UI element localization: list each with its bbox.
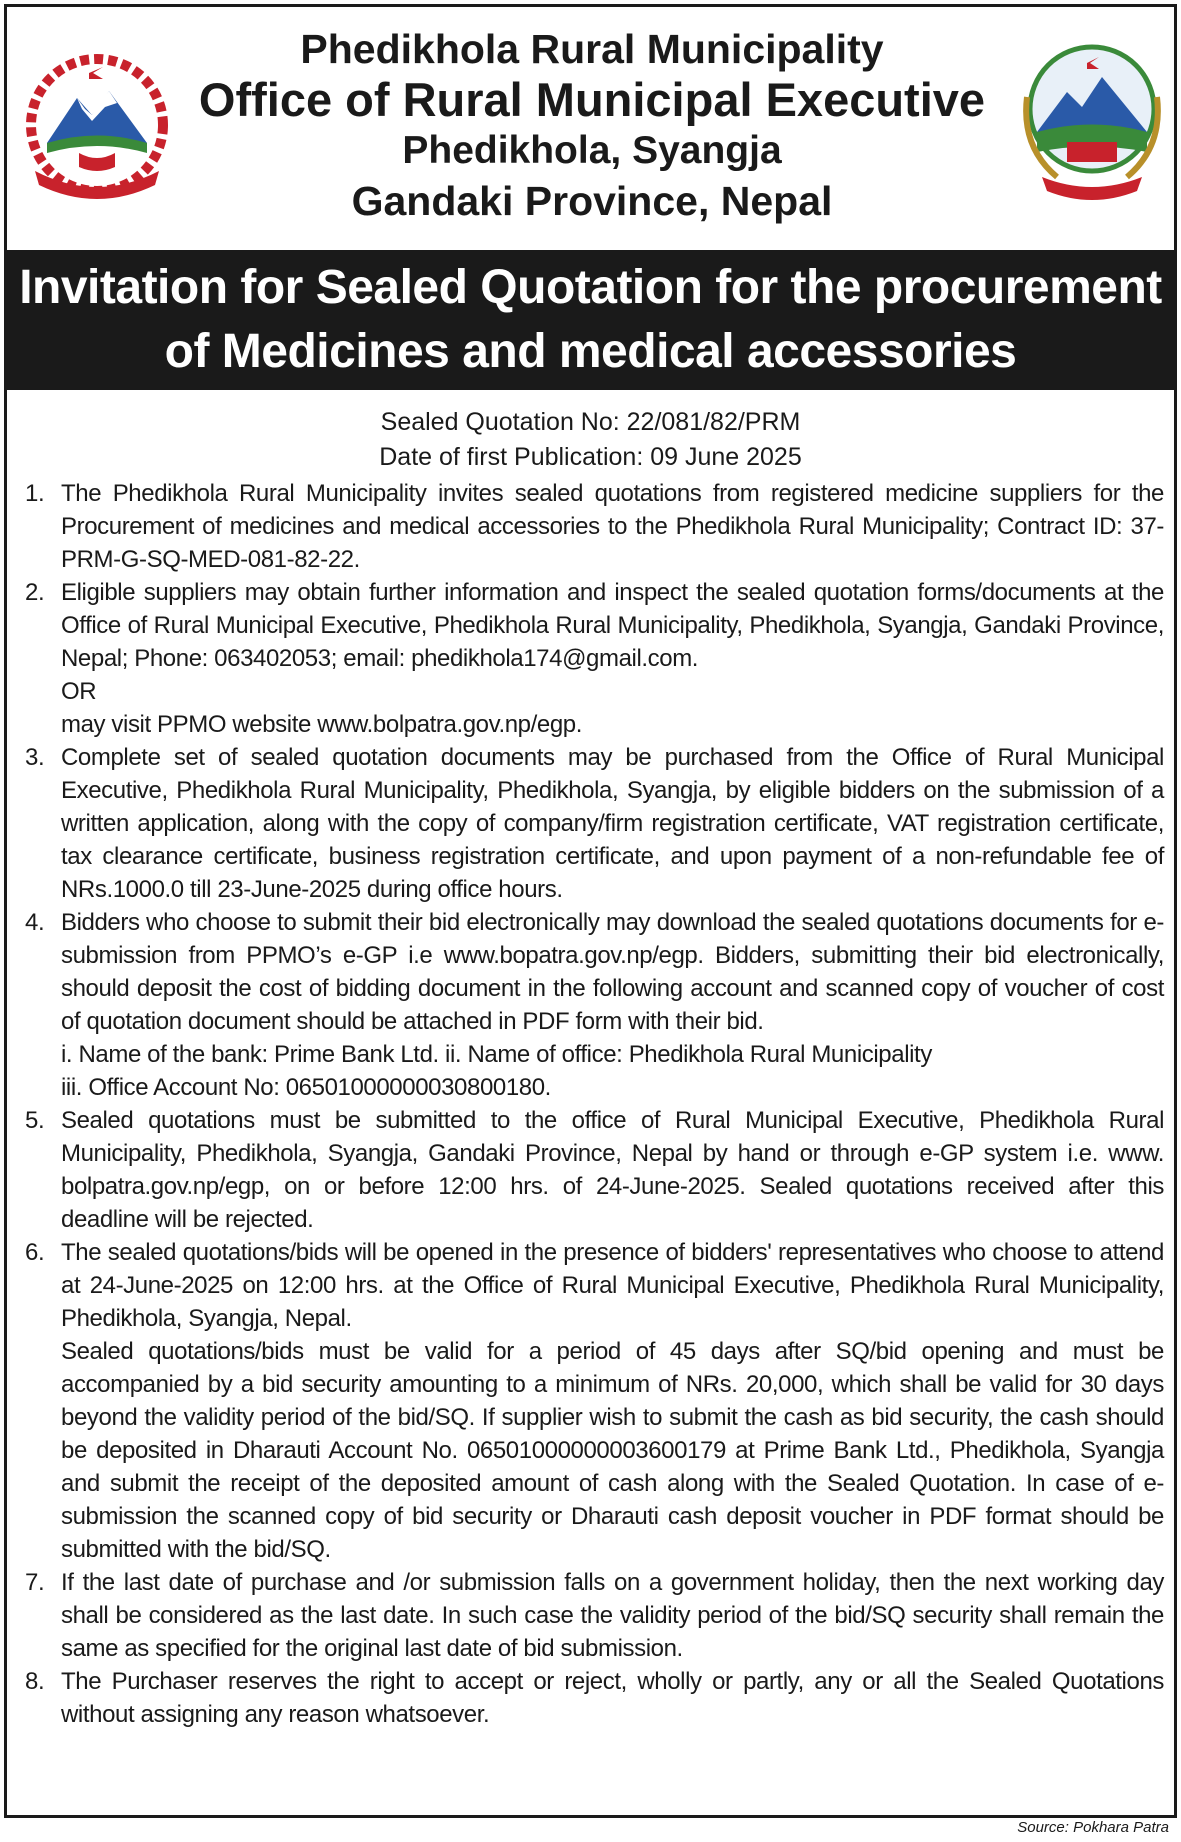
source-credit: Source: Pokhara Patra [1017,1819,1169,1836]
item-number: 6. [25,1239,45,1266]
item-number: 7. [25,1569,45,1596]
notice-items [7,477,1174,1731]
item-text: The sealed quotations/bids will be opened in the presence of bidders' representatives who choose to attend at 24-June-2025 on 12:00 hrs. at the Office of Rural Municipal Executive, Phedikhola Rural Municipality, Phedikhola, Syangja, Nepal. [61,1239,1164,1332]
item-number: 2. [25,579,45,606]
notice-header [7,7,1174,249]
item-text: OR [61,678,97,705]
publication-date: Date of first Publication: 09 June 2025 [379,443,802,471]
notice-frame [4,4,1177,1818]
item-text: Complete set of sealed quotation documents may be purchased from the Office of Rural Municipal Executive, Phedikhola Rural Municipality, Phedikhola, Syangja, by eligible bidders on the submission of a written application, along with the copy of company/firm registration certificate, VAT registration certificate, tax clearance certificate, business registration certificate, and upon payment of a non-refundable fee of NRs.1000.0 till 23-June-2025 during office hours. [61,744,1164,903]
item-text: iii. Office Account No: 06501000000030800180. [61,1074,551,1101]
header-text [177,25,1007,227]
item-number: 8. [25,1668,45,1695]
municipality-logo-icon [1017,37,1167,207]
list-item [7,741,1174,906]
location-line: Phedikhola, Syangja [402,129,782,172]
nepal-emblem-icon [17,43,177,203]
item-number: 5. [25,1107,45,1134]
item-number: 4. [25,909,45,936]
list-item [7,1236,1174,1566]
item-text: The Phedikhola Rural Municipality invites sealed quotations from registered medicine suppliers for the Procurement of medicines and medical accessories to the Phedikhola Rural Municipality; Contract ID: 37-PRM-G-SQ-MED-081-82-22. [61,480,1164,573]
quotation-meta [7,405,1174,475]
list-item [7,1104,1174,1236]
item-text: If the last date of purchase and /or submission falls on a government holiday, then the next working day shall be considered as the last date. In such case the validity period of the bid/SQ security shall remain the same as specified for the original last date of bid submission. [61,1569,1164,1662]
item-text: i. Name of the bank: Prime Bank Ltd. ii. Name of office: Phedikhola Rural Municipality [61,1041,932,1068]
list-item [7,576,1174,741]
item-number: 1. [25,480,45,507]
notice-title [7,250,1174,390]
province-line: Gandaki Province, Nepal [351,178,833,224]
list-item [7,1566,1174,1665]
quotation-number: Sealed Quotation No: 22/081/82/PRM [380,408,801,436]
item-text: Bidders who choose to submit their bid electronically may download the sealed quotations documents for e-submission from PPMO’s e-GP i.e www.bopatra.gov.np/egp. Bidders, submitting their bid electronically, should deposit the cost of bidding document in the following account and scanned copy of voucher of cost of quotation document should be attached in PDF form with their bid. [61,909,1164,1035]
municipality-name: Phedikhola Rural Municipality [300,26,884,72]
item-text: Sealed quotations/bids must be valid for a period of 45 days after SQ/bid opening and must be accompanied by a bid security amounting to a minimum of NRs. 20,000, which shall be valid for 30 days beyond the validity period of the bid/SQ. If supplier wish to submit the cash as bid security, the cash should be deposited in Dharauti Account No. 06501000000003600179 at Prime Bank Ltd., Phedikhola, Syangja and submit the receipt of the deposited amount of cash along with the Sealed Quotation. In case of e-submission the scanned copy of bid security or Dharauti cash deposit voucher in PDF format should be submitted with the bid/SQ. [61,1338,1164,1563]
list-item [7,1665,1174,1731]
item-text: Eligible suppliers may obtain further information and inspect the sealed quotation forms/documents at the Office of Rural Municipal Executive, Phedikhola Rural Municipality, Phedikhola, Syangja, Gandaki Province, Nepal; Phone: 063402053; email: phedikhola174@gmail.com. [61,579,1164,672]
item-number: 3. [25,744,45,771]
item-text: may visit PPMO website www.bolpatra.gov.np/egp. [61,711,582,738]
item-text: Sealed quotations must be submitted to the office of Rural Municipal Executive, Phedikhola Rural Municipality, Phedikhola, Syangja, Gandaki Province, Nepal by hand or through e-GP system i.e. www. bolpatra.gov.np/egp, on or before 12:00 hrs. of 24-June-2025. Sealed quotations received after this deadline will be rejected. [61,1107,1164,1233]
title-line-1: Invitation for Sealed Quotation for the procurement [19,261,1162,314]
list-item [7,906,1174,1104]
office-name: Office of Rural Municipal Executive [198,73,986,126]
title-line-2: of Medicines and medical accessories [164,325,1017,378]
list-item [7,477,1174,576]
item-text: The Purchaser reserves the right to accept or reject, wholly or partly, any or all the Sealed Quotations without assigning any reason whatsoever. [61,1668,1164,1728]
